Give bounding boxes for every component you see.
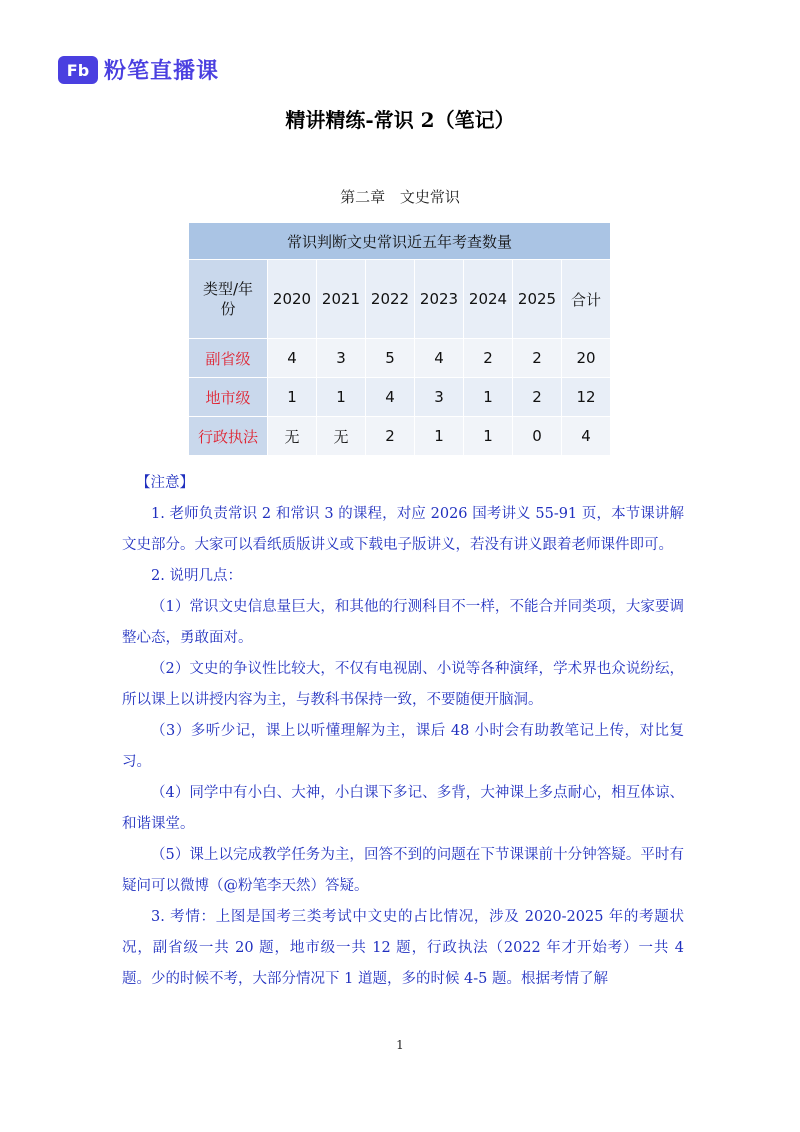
table-cell: 4 xyxy=(268,339,317,378)
logo-text: 粉笔直播课 xyxy=(104,59,220,84)
table-corner-label: 类型/年份 xyxy=(189,260,268,339)
table-cell: 20 xyxy=(562,339,611,378)
notes-section xyxy=(122,468,684,995)
table-cell: 0 xyxy=(513,417,562,456)
column-header: 2020 xyxy=(268,260,317,339)
table-row xyxy=(189,417,611,456)
table-cell: 2 xyxy=(464,339,513,378)
table-cell: 4 xyxy=(366,378,415,417)
note-paragraph: 3. 考情：上图是国考三类考试中文史的占比情况，涉及 2020-2025 年的考题状况，副省级一共 20 题，地市级一共 12 题，行政执法（2022 年才开始考）一共 4 题。少的时候不考，大部分情况下 1 道题，多的时候 4-5 题。根据考情了解 xyxy=(122,909,684,987)
table-cell: 5 xyxy=(366,339,415,378)
chapter-heading: 第二章 文史常识 xyxy=(340,188,460,206)
table-cell: 3 xyxy=(317,339,366,378)
table-cell: 2 xyxy=(513,378,562,417)
note-paragraph: （2）文史的争议性比较大，不仅有电视剧、小说等各种演绎，学术界也众说纷纭，所以课上以讲授内容为主，与教科书保持一致，不要随便开脑洞。 xyxy=(122,661,684,708)
column-header: 合计 xyxy=(562,260,611,339)
column-header: 2021 xyxy=(317,260,366,339)
table-cell: 1 xyxy=(464,417,513,456)
table-cell: 12 xyxy=(562,378,611,417)
table-caption-row xyxy=(189,223,611,260)
table-cell: 1 xyxy=(317,378,366,417)
table-cell: 2 xyxy=(513,339,562,378)
table-row xyxy=(189,339,611,378)
table-cell: 1 xyxy=(415,417,464,456)
column-header: 2024 xyxy=(464,260,513,339)
table-cell: 3 xyxy=(415,378,464,417)
note-paragraph: 1. 老师负责常识 2 和常识 3 的课程，对应 2026 国考讲义 55-91 页，本节课讲解文史部分。大家可以看纸质版讲义或下载电子版讲义，若没有讲义跟着老师课件即可。 xyxy=(122,506,684,553)
table-caption: 常识判断文史常识近五年考查数量 xyxy=(189,223,611,260)
table-header-row xyxy=(189,260,611,339)
table-cell: 1 xyxy=(268,378,317,417)
note-paragraph: （3）多听少记，课上以听懂理解为主，课后 48 小时会有助教笔记上传，对比复习。 xyxy=(122,723,684,770)
row-label: 地市级 xyxy=(189,378,268,417)
svg-text:Fb: Fb xyxy=(66,60,90,80)
table-row xyxy=(189,378,611,417)
note-paragraph: （4）同学中有小白、大神，小白课下多记、多背，大神课上多点耐心，相互体谅、和谐课堂。 xyxy=(122,785,684,832)
column-header: 2025 xyxy=(513,260,562,339)
table-cell: 4 xyxy=(415,339,464,378)
table-cell: 无 xyxy=(268,417,317,456)
note-paragraph: （1）常识文史信息量巨大，和其他的行测科目不一样，不能合并同类项，大家要调整心态，勇敢面对。 xyxy=(122,599,684,646)
notes-heading: 【注意】 xyxy=(136,475,194,491)
fb-logo-icon xyxy=(58,56,98,84)
row-label: 行政执法 xyxy=(189,417,268,456)
brand-logo xyxy=(58,54,219,85)
note-paragraph: （5）课上以完成教学任务为主，回答不到的问题在下节课课前十分钟答疑。平时有疑问可以微博（@粉笔李天然）答疑。 xyxy=(122,847,684,894)
document-title: 精讲精练-常识 2（笔记） xyxy=(285,108,515,132)
table-cell: 1 xyxy=(464,378,513,417)
column-header: 2022 xyxy=(366,260,415,339)
page-number: 1 xyxy=(396,1038,404,1052)
row-label: 副省级 xyxy=(189,339,268,378)
exam-count-table xyxy=(188,222,611,456)
table-cell: 4 xyxy=(562,417,611,456)
table-cell: 无 xyxy=(317,417,366,456)
column-header: 2023 xyxy=(415,260,464,339)
table-cell: 2 xyxy=(366,417,415,456)
note-paragraph: 2. 说明几点： xyxy=(151,568,242,584)
